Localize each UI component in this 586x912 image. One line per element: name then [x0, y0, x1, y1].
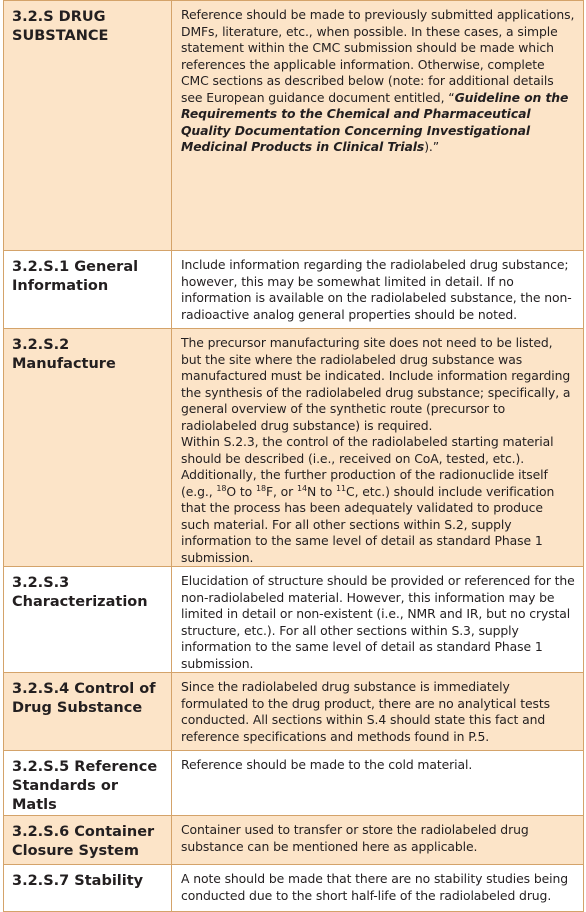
section-body: [172, 673, 584, 751]
heading-text: 3.2.S DRUG SUBSTANCE: [12, 9, 109, 44]
guideline-title: Guideline on the Requirements to the Chemical and Pharmaceutical Quality Documentation Concerning Investigational Medicinal Products in Clinical Trials: [181, 89, 569, 154]
heading-text: 3.2.S.4 Control of Drug Substance: [12, 681, 156, 716]
body-text: Reference should be made to the cold material.: [181, 757, 473, 772]
heading-text: 3.2.S.3 Characterization: [12, 575, 148, 610]
section-body: [172, 329, 584, 567]
body-text: O to: [226, 483, 256, 499]
body-text: A note should be made that there are no stability studies being conducted due to the short half-life of the radiolabeled drug.: [181, 871, 569, 903]
heading-text: 3.2.S.2 Manufacture: [12, 337, 116, 372]
superscript: 18: [216, 483, 227, 493]
superscript: 11: [336, 483, 347, 493]
section-body: [172, 251, 584, 329]
body-text: Since the radiolabeled drug substance is immediately formulated to the drug product, there are no analytical tests conducted. All sections within S.4 should state this fact and reference specifications and methods found in P.5.: [181, 679, 550, 744]
body-text: N to: [306, 483, 337, 499]
cmc-drug-substance-table: [3, 0, 584, 912]
table-row: [4, 1, 584, 251]
section-body: [172, 567, 584, 673]
body-text: Include information regarding the radiolabeled drug substance; however, this may be somewhat limited in detail. If no information is available on the radiolabeled substance, the non-radioactive analog general properties should be noted.: [181, 257, 572, 322]
section-body: [172, 1, 584, 251]
heading-text: 3.2.S.7 Stability: [12, 873, 144, 889]
section-heading: [4, 751, 172, 816]
body-text: F, or: [265, 483, 297, 499]
superscript: 18: [255, 483, 266, 493]
heading-text: 3.2.S.5 Reference Standards or Matls: [12, 759, 158, 813]
heading-text: 3.2.S.6 Container Closure System: [12, 824, 155, 859]
table-row: [4, 329, 584, 567]
section-body: [172, 751, 584, 816]
section-body: [172, 816, 584, 865]
superscript: 14: [296, 483, 307, 493]
table-row: [4, 865, 584, 912]
section-heading: [4, 1, 172, 251]
table-row: [4, 816, 584, 865]
body-text: C, etc.) should include verification that the process has been adequately validated to produce such material. For all other sections within S.2, supply information to the same level of detail as standard Phase 1 submission.: [181, 483, 555, 565]
body-text: Container used to transfer or store the radiolabeled drug substance can be mentioned here as applicable.: [181, 822, 529, 854]
section-heading: [4, 673, 172, 751]
body-text: Elucidation of structure should be provided or referenced for the non-radiolabeled material. However, this information may be limited in detail or non-existent (i.e., NMR and IR, but no crystal structure, etc.). For all other sections within S.3, supply information to the same level of detail as standard Phase 1 submission.: [181, 573, 575, 671]
body-text: Within S.2.3, the control of the radiolabeled starting material should be described (i.e., received on CoA, tested, etc.). Additionally, the further production of the radionuclide itself (e.g.,: [181, 434, 554, 499]
section-heading: [4, 567, 172, 673]
table-row: [4, 673, 584, 751]
table-row: [4, 251, 584, 329]
section-body: [172, 865, 584, 912]
body-text: Reference should be made to previously submitted applications, DMFs, literature, etc., when possible. In these cases, a simple statement within the CMC submission should be made which references the applicable information. Otherwise, complete CMC sections as described below (note: for additional details see European guidance document entitled, “: [181, 7, 575, 105]
section-heading: [4, 251, 172, 329]
section-heading: [4, 865, 172, 912]
table-row: [4, 567, 584, 673]
table-row: [4, 751, 584, 816]
body-text: The precursor manufacturing site does not need to be listed, but the site where the radiolabeled drug substance was manufactured must be indicated. Include information regarding the synthesis of the radiolabeled drug substance; specifically, a general overview of the synthetic route (precursor to radiolabeled drug substance) is required.: [181, 335, 571, 433]
body-text: ).”: [424, 139, 440, 154]
section-heading: [4, 329, 172, 567]
heading-text: 3.2.S.1 General Information: [12, 259, 139, 294]
section-heading: [4, 816, 172, 865]
